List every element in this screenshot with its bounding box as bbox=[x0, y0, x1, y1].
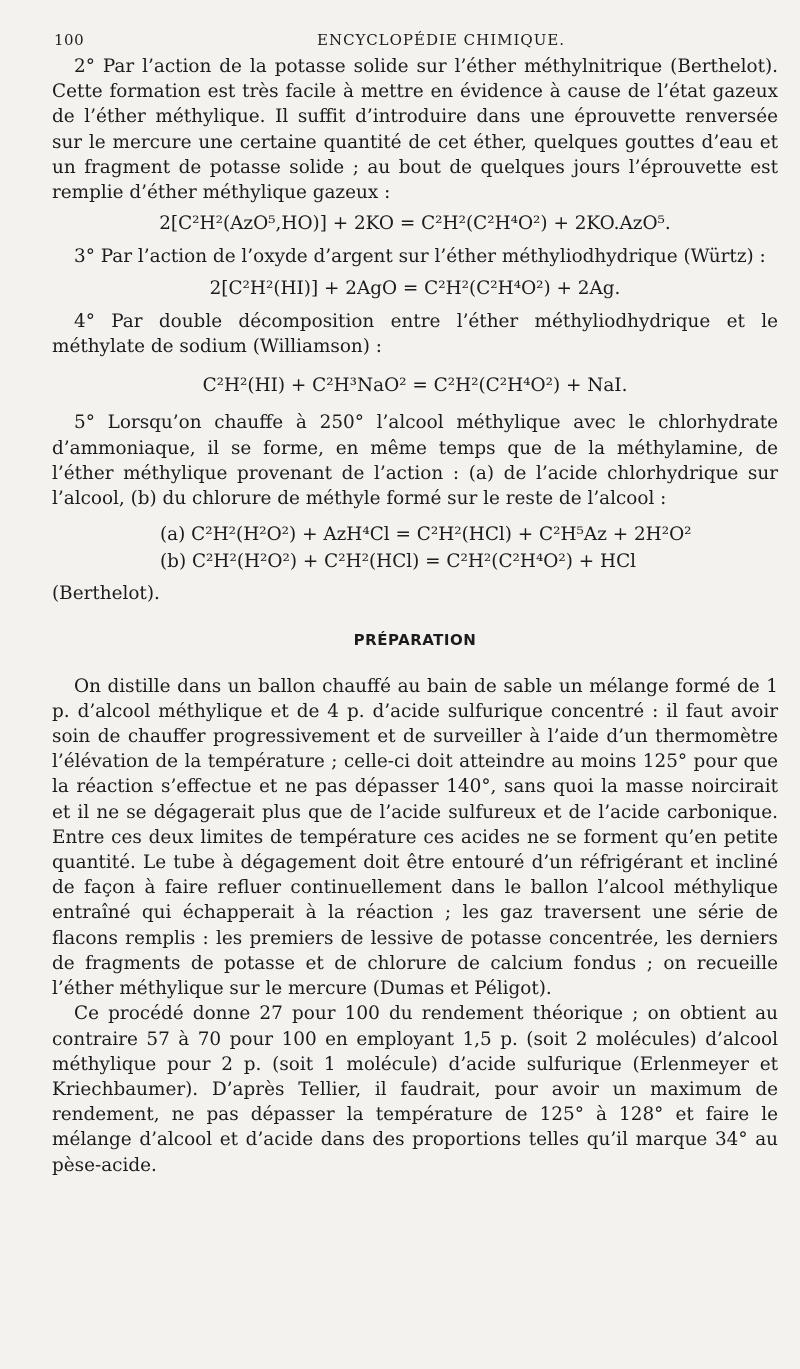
running-title: ENCYCLOPÉDIE CHIMIQUE. bbox=[317, 31, 566, 49]
equation-block-5 bbox=[160, 521, 778, 575]
paragraph-method-4: 4° Par double décomposition entre l’éther méthyliodhydrique et le méthylate de sodium (Williamson) : bbox=[52, 310, 778, 358]
equation-2: 2[C²H²(AzO⁵,HO)] + 2KO = C²H²(C²H⁴O²) + 2KO.AzO⁵. bbox=[159, 213, 671, 235]
page-number: 100 bbox=[54, 31, 85, 49]
running-header bbox=[52, 22, 778, 52]
paragraph-method-5-end: (Berthelot). bbox=[52, 583, 160, 605]
paragraph-method-2: 2° Par l’action de la potasse solide sur l’éther méthylnitrique (Berthelot). Cette formation est très facile à mettre en évidence à cause de l’état gazeux de l’éther méthylique. Il suffit d’introduire dans une éprouvette renversée sur le mercure une certaine quantité de cet éther, quelques gouttes d’eau et un fragment de potasse solide ; au bout de quelques jours l’éprouvette est remplie d’éther méthylique gazeux : bbox=[52, 56, 778, 204]
equation-3: 2[C²H²(HI)] + 2AgO = C²H²(C²H⁴O²) + 2Ag. bbox=[209, 277, 621, 299]
equation-5a: (a) C²H²(H²O²) + AzH⁴Cl = C²H²(HCl) + C²H⁵Az + 2H²O² bbox=[160, 524, 692, 546]
section-title: PRÉPARATION bbox=[353, 631, 477, 650]
equation-5b: (b) C²H²(H²O²) + C²H²(HCl) = C²H²(C²H⁴O²) + HCl bbox=[160, 551, 637, 573]
paragraph-method-3: 3° Par l’action de l’oxyde d’argent sur l’éther méthyliodhydrique (Würtz) : bbox=[74, 246, 766, 268]
equation-4: C²H²(HI) + C²H³NaO² = C²H²(C²H⁴O²) + NaI. bbox=[202, 375, 628, 397]
document-page bbox=[52, 22, 778, 1178]
paragraph-preparation-2: Ce procédé donne 27 pour 100 du rendement théorique ; on obtient au contraire 57 à 70 pour 100 en employant 1,5 p. (soit 2 molécules) d’alcool méthylique pour 2 p. (soit 1 molécule) d’acide sulfurique (Erlenmeyer et Kriechbaumer). D’après Tellier, il faudrait, pour avoir un maximum de rendement, ne pas dépasser la température de 125° à 128° et faire le mélange d’alcool et d’acide dans des proportions telles qu’il marque 34° au pèse-acide. bbox=[52, 1003, 778, 1176]
paragraph-method-5: 5° Lorsqu’on chauffe à 250° l’alcool méthylique avec le chlorhydrate d’ammoniaque, il se forme, en même temps que de la méthylamine, de l’éther méthylique provenant de l’action : (a) de l’acide chlorhydrique sur l’alcool, (b) du chlorure de méthyle formé sur le reste de l’alcool : bbox=[52, 412, 778, 510]
paragraph-preparation-1: On distille dans un ballon chauffé au bain de sable un mélange formé de 1 p. d’alcool méthylique et de 4 p. d’acide sulfurique concentré : il faut avoir soin de chauffer progressivement et de surveiller à l’aide d’un thermomètre l’élévation de la température ; celle-ci doit atteindre au moins 125° pour que la réaction s’effectue et ne pas dépasser 140°, sans quoi la masse noircirait et il ne se dégagerait plus que de l’acide sulfureux et de l’acide carbonique. Entre ces deux limites de température ces acides ne se forment qu’en petite quantité. Le tube à dégagement doit être entouré d’un réfrigérant et incliné de façon à faire refluer continuellement dans le ballon l’alcool méthylique entraîné qui échapperait à la réaction ; les gaz traversent une série de flacons remplis : les premiers de lessive de potasse concentrée, les derniers de fragments de potasse et de chlorure de calcium fondus ; on recueille l’éther méthylique sur le mercure (Dumas et Péligot). bbox=[52, 675, 778, 1000]
